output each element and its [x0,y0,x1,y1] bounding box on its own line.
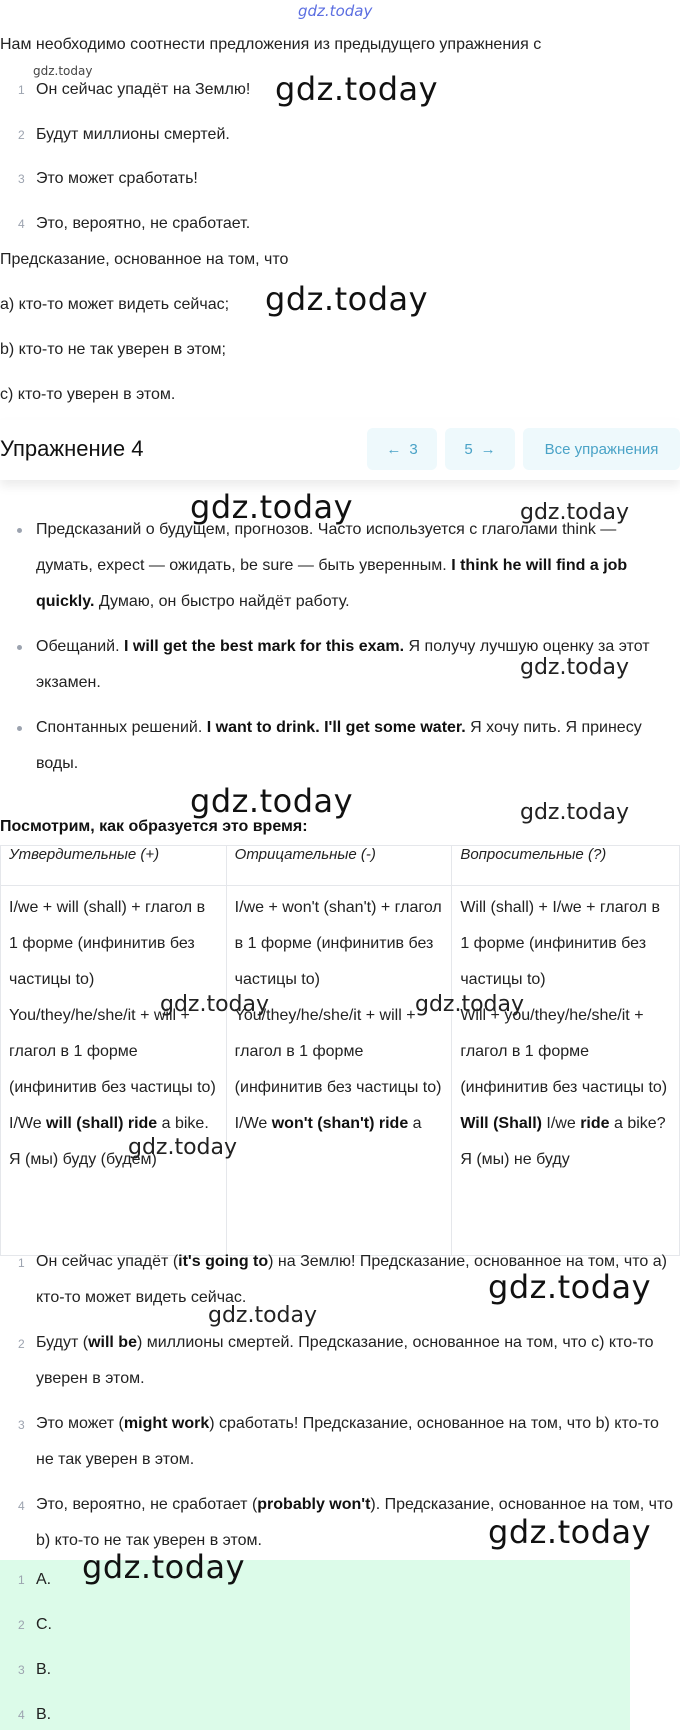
intro-text: Нам необходимо соотнести предложения из предыдущего упражнения с [0,36,542,53]
next-exercise-label: 5 [464,440,473,458]
table-header-row [1,846,680,886]
sentence-item: Это, вероятно, не сработает. [36,215,251,232]
use-translation: Думаю, он быстро найдёт работу. [94,593,350,610]
watermark: gdz.today [298,2,373,20]
use-item [36,512,676,620]
short-answer: A. [36,1571,52,1588]
watermark: gdz.today [415,992,525,1017]
answer-item: Он сейчас упадёт (it's going to) на Землю! Предсказание, основанное на том, что a) кто-то может видеть сейчас. [36,1253,667,1306]
short-answer: C. [36,1616,52,1633]
bullet-dot [17,528,22,533]
prev-exercise-button[interactable] [367,428,437,470]
rule-text: You/they/he/she/it + will + глагол в 1 форме (инфинитив без частицы to) [234,1007,442,1096]
list-number: 3 [18,1663,25,1677]
use-text: Предсказаний о будущем, прогнозов. Часто используется с глаголами think — думать, expect — ожидать, be sure — быть уверенным. [36,521,617,574]
rule-text: Will (shall) + I/we + глагол в 1 форме (инфинитив без частицы to) [460,899,660,988]
list-number: 2 [18,1337,25,1351]
answer-item: Это, вероятно, не сработает (probably won't). Предсказание, основанное на том, что b) кто-то не так уверен в этом. [36,1496,674,1549]
use-example: I want to drink. I'll get some water. [206,719,466,736]
rule-text: I/we + won't (shan't) + глагол в 1 форме (инфинитив без частицы to) [234,899,442,988]
arrow-left-icon: ← [386,440,402,458]
all-exercises-label: Все упражнения [544,440,659,458]
formation-label: Посмотрим, как образуется это время: [0,818,308,835]
watermark: gdz.today [208,1303,318,1328]
watermark: gdz.today [160,992,270,1017]
sentence-item: Он сейчас упадёт на Землю! [36,81,251,98]
short-answer: B. [36,1706,52,1723]
short-answer: B. [36,1661,52,1678]
example-text: Will (Shall) I/we ride a bike? Я (мы) не буду [460,1115,666,1168]
watermark: gdz.today [488,1513,652,1551]
list-number: 4 [18,1708,25,1722]
watermark: gdz.today [520,800,630,825]
answer-item: Будут (will be) миллионы смертей. Предсказание, основанное на том, что c) кто-то уверен в этом. [36,1334,654,1387]
table-header: Вопросительные (?) [452,846,680,886]
bullet-dot [17,726,22,731]
list-number: 1 [18,83,25,97]
next-exercise-button[interactable] [445,428,515,470]
list-number: 3 [18,172,25,186]
use-text: Обещаний. [36,638,124,655]
list-number: 4 [18,217,25,231]
list-number: 1 [18,1256,25,1270]
watermark: gdz.today [520,500,630,525]
watermark: gdz.today [33,64,93,78]
use-translation: Я хочу пить. Я принесу воды. [36,719,642,772]
watermark: gdz.today [488,1268,652,1306]
grammar-table [0,845,680,1256]
list-number: 2 [18,128,25,142]
watermark: gdz.today [190,782,354,820]
rule-text: Will + you/they/he/she/it + глагол в 1 форме (инфинитив без частицы to) [460,1007,668,1096]
use-example: I think he will find a job quickly. [36,557,628,610]
sentence-item: Будут миллионы смертей. [36,126,230,143]
watermark: gdz.today [82,1548,246,1586]
watermark: gdz.today [275,70,439,108]
table-cell [1,886,227,1256]
sentence-item: Это может сработать! [36,170,198,187]
list-number: 2 [18,1618,25,1632]
list-number: 4 [18,1499,25,1513]
bullet-dot [17,645,22,650]
prediction-label: Предсказание, основанное на том, что [0,251,289,268]
answer-item: Это может (might work) сработать! Предсказание, основанное на том, что b) кто-то не так уверен в этом. [36,1415,659,1468]
option-b: b) кто-то не так уверен в этом; [0,341,226,358]
watermark: gdz.today [265,280,429,318]
arrow-right-icon: → [480,440,496,458]
rule-text: I/we + will (shall) + глагол в 1 форме (инфинитив без частицы to) [9,899,206,988]
use-example: I will get the best mark for this exam. [124,638,405,655]
table-header: Утвердительные (+) [1,846,227,886]
rule-text: You/they/he/she/it + will + глагол в 1 форме (инфинитив без частицы to) [9,1007,216,1096]
use-translation: Я получу лучшую оценку за этот экзамен. [36,638,650,691]
option-c: c) кто-то уверен в этом. [0,386,176,403]
all-exercises-button[interactable] [523,428,680,470]
list-number: 3 [18,1418,25,1432]
example-text: I/We will (shall) ride a bike. Я (мы) буду (будем) [9,1115,209,1168]
table-row [1,886,680,1256]
watermark: gdz.today [190,488,354,526]
table-cell [452,886,680,1256]
watermark: gdz.today [520,655,630,680]
watermark: gdz.today [128,1135,238,1160]
list-number: 1 [18,1573,25,1587]
table-cell [226,886,452,1256]
exercise-title: Упражнение 4 [0,436,144,461]
prev-exercise-label: 3 [409,440,418,458]
example-text: I/We won't (shan't) ride a [234,1115,422,1132]
table-header: Отрицательные (-) [226,846,452,886]
option-a: a) кто-то может видеть сейчас; [0,296,230,313]
use-item [36,710,676,782]
use-text: Спонтанных решений. [36,719,207,736]
